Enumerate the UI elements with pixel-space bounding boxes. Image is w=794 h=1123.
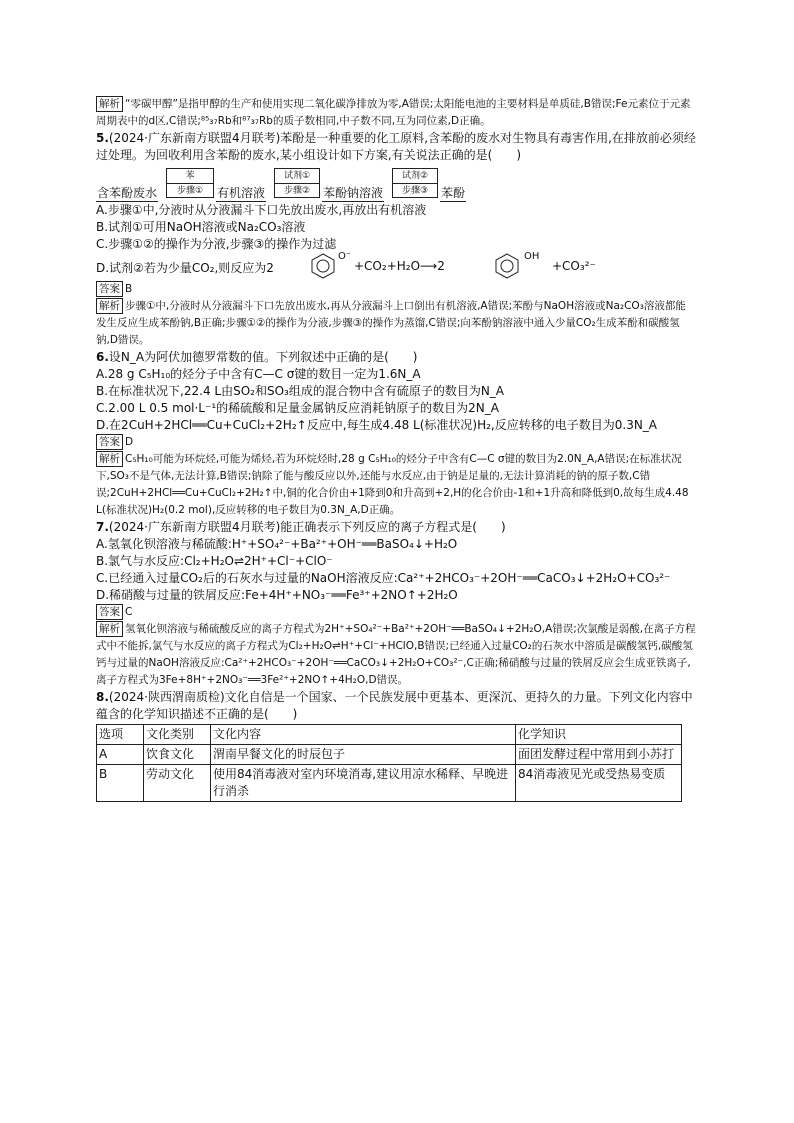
explanation-text: 步骤①中,分液时从分液漏斗下口先放出废水,再从分液漏斗上口倒出有机溶液,A错误;苯酚与NaOH溶液或Na₂CO₃溶液都能发生反应生成苯酚钠,B正确;步骤①②的操作为分液,步骤③的操作为蒸馏,C错误;向苯酚钠溶液中通入少量CO₂生成苯酚和碳酸氢钠,D错误。 bbox=[96, 300, 686, 346]
table-cell: 面团发酵过程中常用到小苏打 bbox=[516, 745, 682, 765]
q6-option-d: D.在2CuH+2HCl══Cu+CuCl₂+2H₂↑反应中,每生成4.48 L(标准状况)H₂,反应转移的电子数目为0.3N_A bbox=[96, 418, 658, 432]
table-header-cell: 化学知识 bbox=[516, 725, 682, 745]
question-number: 8. bbox=[96, 690, 109, 704]
q5-explanation bbox=[96, 298, 696, 349]
table-header-cell: 文化内容 bbox=[211, 725, 516, 745]
q7-option-b: B.氯气与水反应:Cl₂+H₂O⇌2H⁺+Cl⁻+ClO⁻ bbox=[96, 554, 333, 568]
option-d-suffix: +CO₃²⁻ bbox=[552, 259, 596, 273]
answer-value: C bbox=[125, 606, 133, 618]
q6-answer bbox=[96, 434, 696, 451]
explain-tag: 解析 bbox=[96, 451, 123, 467]
benzene-ring-icon bbox=[310, 253, 336, 279]
q5-flow-diagram bbox=[96, 166, 696, 202]
flow-arrow-3-reagent: 试剂② bbox=[393, 169, 437, 184]
q6-option-a: A.28 g C₅H₁₀的烃分子中含有C—C σ键的数目一定为1.6N_A bbox=[96, 367, 421, 381]
question-text: (2024·广东新南方联盟4月联考)苯酚是一种重要的化工原料,含苯酚的废水对生物具有毒害作用,在排放前必须经过处理。为回收利用含苯酚的废水,某小组设计如下方案,有关说法正确的是( ) bbox=[96, 131, 696, 162]
benzene-ring-icon bbox=[494, 253, 520, 279]
phenoxide-label: O⁻ bbox=[338, 251, 352, 262]
question-text: 设N_A为阿伏加德罗常数的值。下列叙述中正确的是( ) bbox=[108, 350, 418, 364]
q5-option-a: A.步骤①中,分液时从分液漏斗下口先放出废水,再放出有机溶液 bbox=[96, 203, 427, 217]
answer-tag: 答案 bbox=[96, 434, 123, 450]
table-cell: 劳动文化 bbox=[144, 765, 211, 802]
q4-explanation bbox=[96, 96, 696, 130]
hydroxyl-label: OH bbox=[524, 251, 540, 262]
table-header-cell: 文化类别 bbox=[144, 725, 211, 745]
question-text: (2024·陕西渭南质检)文化自信是一个国家、一个民族发展中更基本、更深沉、更持久的力量。下列文化内容中蕴含的化学知识描述不正确的是( ) bbox=[96, 690, 693, 721]
flow-arrow-1 bbox=[166, 168, 214, 198]
q7-explanation bbox=[96, 621, 696, 689]
option-d-middle: +CO₂+H₂O⟶2 bbox=[354, 259, 445, 273]
flow-node-1: 含苯酚废水 bbox=[97, 186, 158, 200]
answer-value: D bbox=[125, 436, 134, 448]
q8-table bbox=[96, 724, 682, 802]
question-text: (2024·广东新南方联盟4月联考)能正确表示下列反应的离子方程式是( ) bbox=[108, 520, 506, 534]
flow-arrow-2-step: 步骤② bbox=[283, 186, 311, 196]
explanation-text: “零碳甲醇”是指甲醇的生产和使用实现二氧化碳净排放为零,A错误;太阳能电池的主要材料是单质硅,B错误;Fe元素位于元素周期表中的d区,C错误;⁸⁵₃₇Rb和⁸⁷₃₇Rb的质子数相同,中子数不同,互为同位素,D正确。 bbox=[96, 98, 691, 127]
answer-value: B bbox=[125, 283, 133, 295]
q6-explanation bbox=[96, 451, 696, 519]
q6-option-b: B.在标准状况下,22.4 L由SO₂和SO₃组成的混合物中含有硫原子的数目为N_A bbox=[96, 384, 505, 398]
q7-stem bbox=[96, 519, 696, 536]
table-cell: 使用84消毒液对室内环境消毒,建议用凉水稀释、早晚进行消杀 bbox=[211, 765, 516, 802]
question-number: 6. bbox=[96, 350, 109, 364]
explain-tag: 解析 bbox=[96, 96, 123, 112]
q6-stem bbox=[96, 349, 696, 366]
table-header-row bbox=[97, 725, 682, 745]
q7-option-d: D.稀硝酸与过量的铁屑反应:Fe+4H⁺+NO₃⁻══Fe³⁺+2NO↑+2H₂O bbox=[96, 588, 458, 602]
flow-arrow-3 bbox=[392, 168, 438, 198]
q7-option-c: C.已经通入过量CO₂后的石灰水与过量的NaOH溶液反应:Ca²⁺+2HCO₃⁻+2OH⁻══CaCO₃↓+2H₂O+CO₃²⁻ bbox=[96, 571, 671, 585]
answer-tag: 答案 bbox=[96, 604, 123, 620]
q5-stem bbox=[96, 130, 696, 164]
question-number: 7. bbox=[96, 520, 109, 534]
q5-answer bbox=[96, 281, 696, 298]
table-cell: A bbox=[97, 745, 144, 765]
flow-arrow-2-reagent: 试剂① bbox=[275, 169, 319, 184]
flow-arrow-1-step: 步骤① bbox=[176, 186, 204, 196]
flow-arrow-2 bbox=[274, 168, 320, 198]
table-cell: 渭南早餐文化的时辰包子 bbox=[211, 745, 516, 765]
question-number: 5. bbox=[96, 131, 109, 145]
q7-option-a: A.氢氧化钡溶液与稀硫酸:H⁺+SO₄²⁻+Ba²⁺+OH⁻══BaSO₄↓+H₂O bbox=[96, 537, 458, 551]
q5-option-c: C.步骤①②的操作为分液,步骤③的操作为过滤 bbox=[96, 237, 337, 251]
explain-tag: 解析 bbox=[96, 621, 123, 637]
table-row bbox=[97, 765, 682, 802]
flow-node-3: 苯酚钠溶液 bbox=[323, 186, 384, 200]
flow-node-2: 有机溶液 bbox=[217, 186, 266, 200]
flow-node-4: 苯酚 bbox=[441, 186, 466, 200]
page-content bbox=[96, 96, 696, 802]
table-row bbox=[97, 745, 682, 765]
answer-tag: 答案 bbox=[96, 281, 123, 297]
explanation-text: C₅H₁₀可能为环烷烃,可能为烯烃,若为环烷烃时,28 g C₅H₁₀的烃分子中含有C—C σ键的数目为2.0N_A,A错误;在标准状况下,SO₃不是气体,无法计算,B错误;钠除了能与酸反应以外,还能与水反应,由于钠是足量的,无法计算消耗的钠的原子数,C错误;2CuH+2HCl══Cu+CuCl₂+2H₂↑中,铜的化合价由+1降到0和升高到+2,H的化合价由-1和+1升高和降低到0,故每生成4.48 L(标准状况)H₂(0.2 mol),反应转移的电子数目为0.3N_A,D正确。 bbox=[96, 453, 689, 516]
table-header-cell: 选项 bbox=[97, 725, 144, 745]
flow-arrow-3-step: 步骤③ bbox=[401, 186, 429, 196]
q8-stem bbox=[96, 689, 696, 723]
q5-option-b: B.试剂①可用NaOH溶液或Na₂CO₃溶液 bbox=[96, 220, 306, 234]
table-cell: 饮食文化 bbox=[144, 745, 211, 765]
option-d-prefix: D.试剂②若为少量CO₂,则反应为2 bbox=[96, 261, 274, 275]
q6-option-c: C.2.00 L 0.5 mol·L⁻¹的稀硫酸和足量金属钠反应消耗钠原子的数目为2N_A bbox=[96, 401, 499, 415]
table-cell: B bbox=[97, 765, 144, 802]
table-cell: 84消毒液见光或受热易变质 bbox=[516, 765, 682, 802]
explain-tag: 解析 bbox=[96, 298, 123, 314]
q7-answer bbox=[96, 604, 696, 621]
explanation-text: 氢氧化钡溶液与稀硫酸反应的离子方程式为2H⁺+SO₄²⁻+Ba²⁺+2OH⁻══BaSO₄↓+2H₂O,A错误;次氯酸是弱酸,在离子方程式中不能拆,氯气与水反应的离子方程式为Cl₂+H₂O⇌H⁺+Cl⁻+HClO,B错误;已经通入过量CO₂的石灰水中溶质是碳酸氢钙,碳酸氢钙与过量的NaOH溶液反应:Ca²⁺+2HCO₃⁻+2OH⁻══CaCO₃↓+2H₂O+CO₃²⁻,C正确;稀硝酸与过量的铁屑反应会生成亚铁离子,离子方程式为3Fe+8H⁺+2NO₃⁻══3Fe²⁺+2NO↑+4H₂O,D错误。 bbox=[96, 623, 696, 686]
q5-option-d bbox=[96, 253, 696, 281]
flow-arrow-1-reagent: 苯 bbox=[167, 169, 213, 184]
